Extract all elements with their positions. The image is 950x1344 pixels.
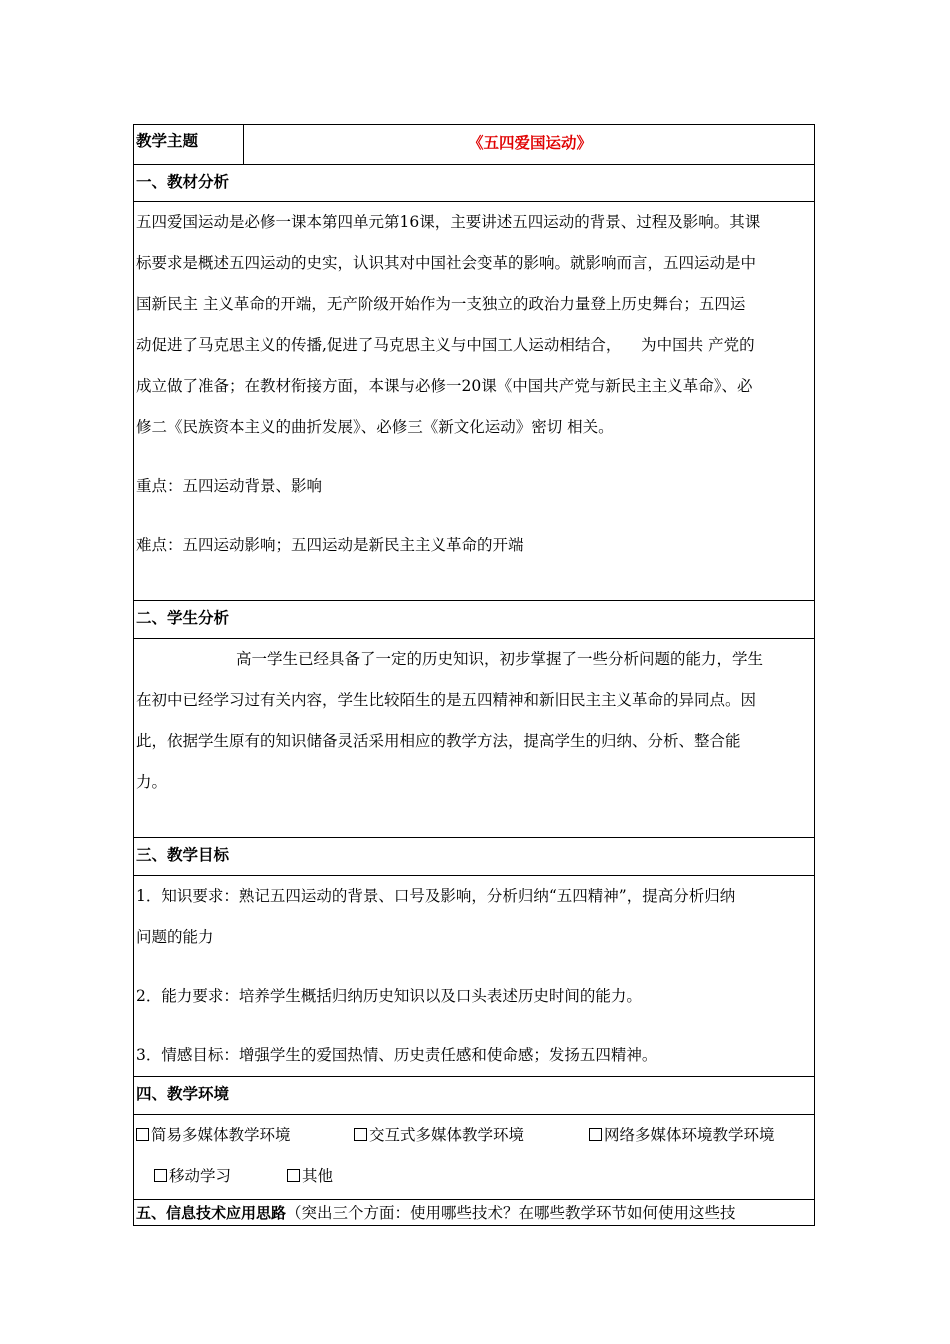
section3-heading: 三、教学目标 <box>134 838 815 876</box>
goal-2: 2．能力要求：培养学生概括归纳历史知识以及口头表述历史时间的能力。 <box>136 987 642 1005</box>
analysis-line: 修二《民族资本主义的曲折发展》、必修三《新文化运动》密切 相关。 <box>136 418 614 436</box>
environment-options-row-2 <box>136 1156 814 1197</box>
option-label: 交互式多媒体教学环境 <box>369 1126 525 1144</box>
analysis-line: 国新民主 主义革命的开端，无产阶级开始作为一支独立的政治力量登上历史舞台；五四运 <box>136 295 746 313</box>
student-analysis <box>136 639 814 803</box>
section2-content <box>134 639 815 838</box>
section4-heading-row <box>134 1077 815 1115</box>
analysis-line: 成立做了准备；在教材衔接方面，本课与必修一20课《中国共产党与新民主主义革命》、必 <box>136 377 753 395</box>
checkbox-icon[interactable] <box>136 1128 149 1141</box>
checkbox-icon[interactable] <box>589 1128 602 1141</box>
goal-1-line: 问题的能力 <box>136 928 214 946</box>
environment-options-row-1 <box>136 1115 814 1156</box>
analysis-line: 标要求是概述五四运动的史实，认识其对中国社会变革的影响。就影响而言，五四运动是中 <box>136 254 757 272</box>
section5-heading-cell <box>134 1200 815 1226</box>
option-network-multimedia[interactable] <box>589 1115 775 1156</box>
section2-content-row <box>134 639 815 838</box>
goal-1 <box>136 876 814 958</box>
option-label: 移动学习 <box>169 1167 232 1185</box>
key-point: 重点：五四运动背景、影响 <box>136 477 323 495</box>
section1-content <box>134 202 815 601</box>
goal-3: 3．情感目标：增强学生的爱国热情、历史责任感和使命感；发扬五四精神。 <box>136 1046 658 1064</box>
section4-content <box>134 1115 815 1200</box>
student-analysis-line: 力。 <box>136 773 168 791</box>
section4-content-row <box>134 1115 815 1200</box>
checkbox-icon[interactable] <box>154 1169 167 1182</box>
student-analysis-line: 高一学生已经具备了一定的历史知识，初步掌握了一些分析问题的能力，学生 <box>236 650 764 668</box>
option-label: 其他 <box>302 1167 334 1185</box>
section1-content-row <box>134 202 815 601</box>
section1-heading: 一、教材分析 <box>134 165 815 202</box>
student-analysis-line: 在初中已经学习过有关内容，学生比较陌生的是五四精神和新旧民主主义革命的异同点。因 <box>136 691 757 709</box>
student-analysis-line: 此，依据学生原有的知识储备灵活采用相应的教学方法，提高学生的归纳、分析、整合能 <box>136 732 741 750</box>
theme-row <box>134 125 815 165</box>
option-label: 简易多媒体教学环境 <box>151 1126 291 1144</box>
analysis-line: 五四爱国运动是必修一课本第四单元第16课，主要讲述五四运动的背景、过程及影响。其课 <box>136 213 761 231</box>
option-other[interactable] <box>287 1156 333 1197</box>
option-label: 网络多媒体环境教学环境 <box>604 1126 775 1144</box>
checkbox-icon[interactable] <box>354 1128 367 1141</box>
lesson-plan-table <box>133 124 815 1226</box>
option-interactive-multimedia[interactable] <box>354 1115 589 1156</box>
section4-heading: 四、教学环境 <box>134 1077 815 1115</box>
option-simple-multimedia[interactable] <box>136 1115 354 1156</box>
section5-heading: 五、信息技术应用思路 <box>136 1204 287 1222</box>
section3-content-row <box>134 876 815 1077</box>
section5-note: （突出三个方面：使用哪些技术？在哪些教学环节如何使用这些技 <box>286 1204 736 1222</box>
section3-content <box>134 876 815 1077</box>
checkbox-icon[interactable] <box>287 1169 300 1182</box>
lesson-title: 《五四爱国运动》 <box>244 125 815 165</box>
analysis-line: 动促进了马克思主义的传播,促进了马克思主义与中国工人运动相结合， 为中国共 产党的 <box>136 336 755 354</box>
option-mobile-learning[interactable] <box>154 1156 287 1197</box>
theme-label: 教学主题 <box>134 125 244 165</box>
section3-heading-row <box>134 838 815 876</box>
section1-heading-row <box>134 165 815 202</box>
goal-1-line: 1．知识要求：熟记五四运动的背景、口号及影响，分析归纳“五四精神”，提高分析归纳 <box>136 887 736 905</box>
section5-heading-row <box>134 1200 815 1226</box>
difficult-point: 难点：五四运动影响；五四运动是新民主主义革命的开端 <box>136 536 524 554</box>
section2-heading-row <box>134 601 815 639</box>
section2-heading: 二、学生分析 <box>134 601 815 639</box>
textbook-analysis <box>136 202 814 448</box>
